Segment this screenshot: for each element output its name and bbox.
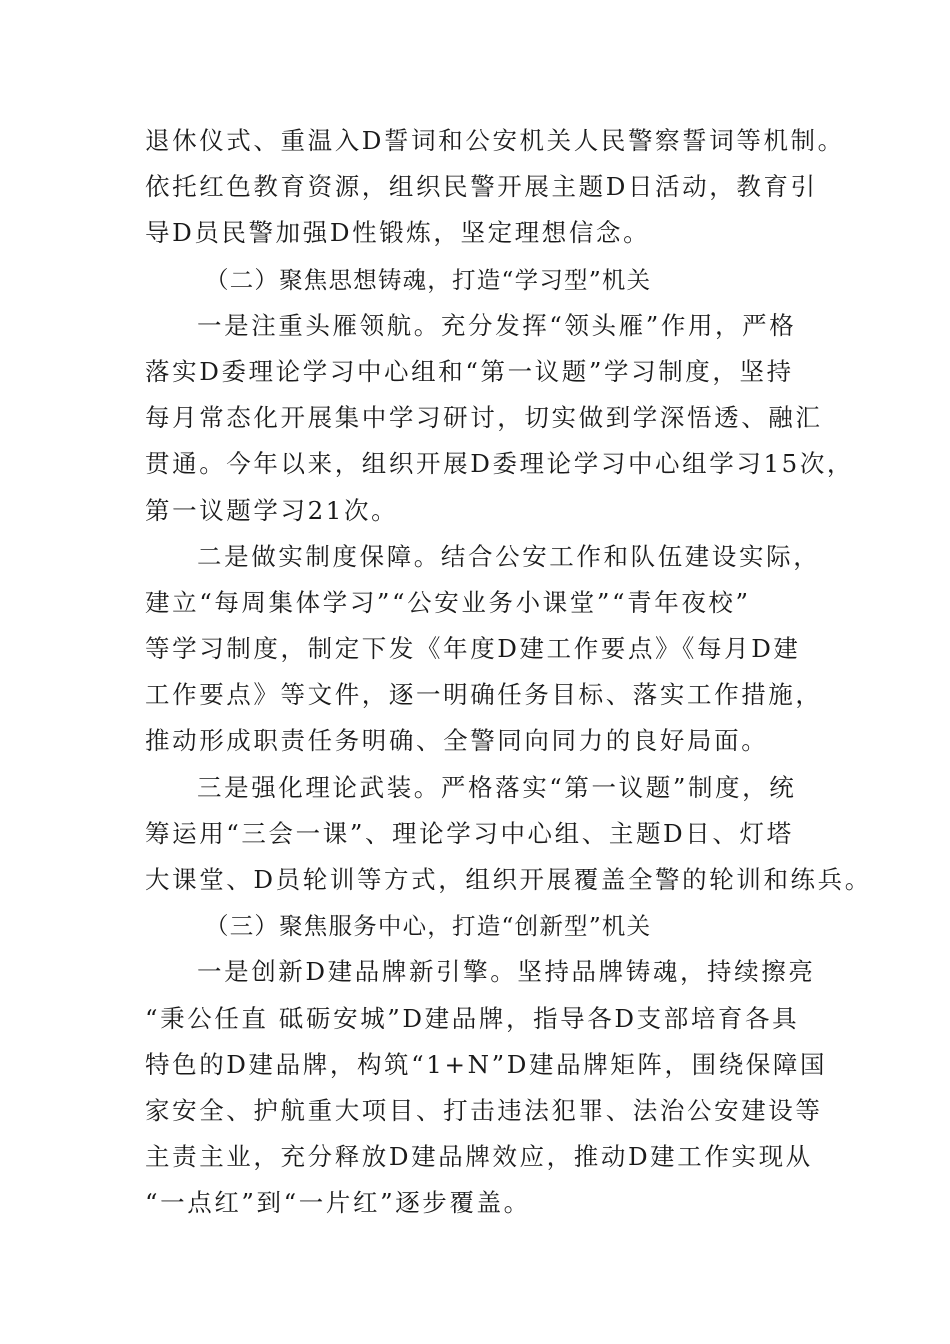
body-line: 第一议题学习21次。 — [145, 495, 399, 525]
body-line: 筹运用“三会一课”、理论学习中心组、主题D日、灯塔 — [145, 818, 794, 848]
body-line: 推动形成职责任务明确、全警同向同力的良好局面。 — [145, 726, 769, 756]
body-line: 家安全、护航重大项目、打击违法犯罪、法治公安建设等 — [145, 1095, 823, 1125]
body-line: 贯通。今年以来，组织开展D委理论学习中心组学习15次， — [145, 449, 855, 479]
section-heading-2: （二）聚焦思想铸魂，打造“学习型”机关 — [205, 265, 652, 294]
paragraph-start: 一是注重头雁领航。充分发挥“领头雁”作用，严格 — [197, 310, 797, 340]
paragraph-start: 三是强化理论武装。严格落实“第一议题”制度，统 — [197, 772, 797, 802]
body-line: 等学习制度，制定下发《年度D建工作要点》《每月D建 — [145, 634, 801, 664]
body-line: 依托红色教育资源，组织民警开展主题D日活动，教育引 — [145, 172, 818, 202]
paragraph-start: 一是创新D建品牌新引擎。坚持品牌铸魂，持续擦亮 — [197, 957, 816, 987]
body-line: 大课堂、D员轮训等方式，组织开展覆盖全警的轮训和练兵。 — [145, 865, 872, 894]
document-page — [145, 118, 872, 1227]
body-line: 退休仪式、重温入D誓词和公安机关人民警察誓词等机制。 — [145, 126, 845, 155]
body-line: 主责主业，充分释放D建品牌效应，推动D建工作实现从 — [145, 1142, 813, 1172]
body-line: 落实D委理论学习中心组和“第一议题”学习制度，坚持 — [145, 356, 794, 386]
paragraph-start: 二是做实制度保障。结合公安工作和队伍建设实际， — [197, 541, 821, 571]
body-line: 建立“每周集体学习”“公安业务小课堂”“青年夜校” — [145, 587, 751, 617]
body-line: 导D员民警加强D性锻炼，坚定理想信念。 — [145, 218, 651, 248]
body-line: 特色的D建品牌，构筑“1+N”D建品牌矩阵，围绕保障国 — [145, 1049, 828, 1079]
body-line: 每月常态化开展集中学习研讨，切实做到学深悟透、融汇 — [145, 403, 823, 433]
body-line: “秉公任直 砥砺安城”D建品牌，指导各D支部培育各具 — [145, 1003, 800, 1033]
body-line: 工作要点》等文件，逐一明确任务目标、落实工作措施， — [145, 680, 823, 710]
section-heading-3: （三）聚焦服务中心，打造“创新型”机关 — [205, 912, 652, 941]
body-line: “一点红”到“一片红”逐步覆盖。 — [145, 1188, 531, 1218]
